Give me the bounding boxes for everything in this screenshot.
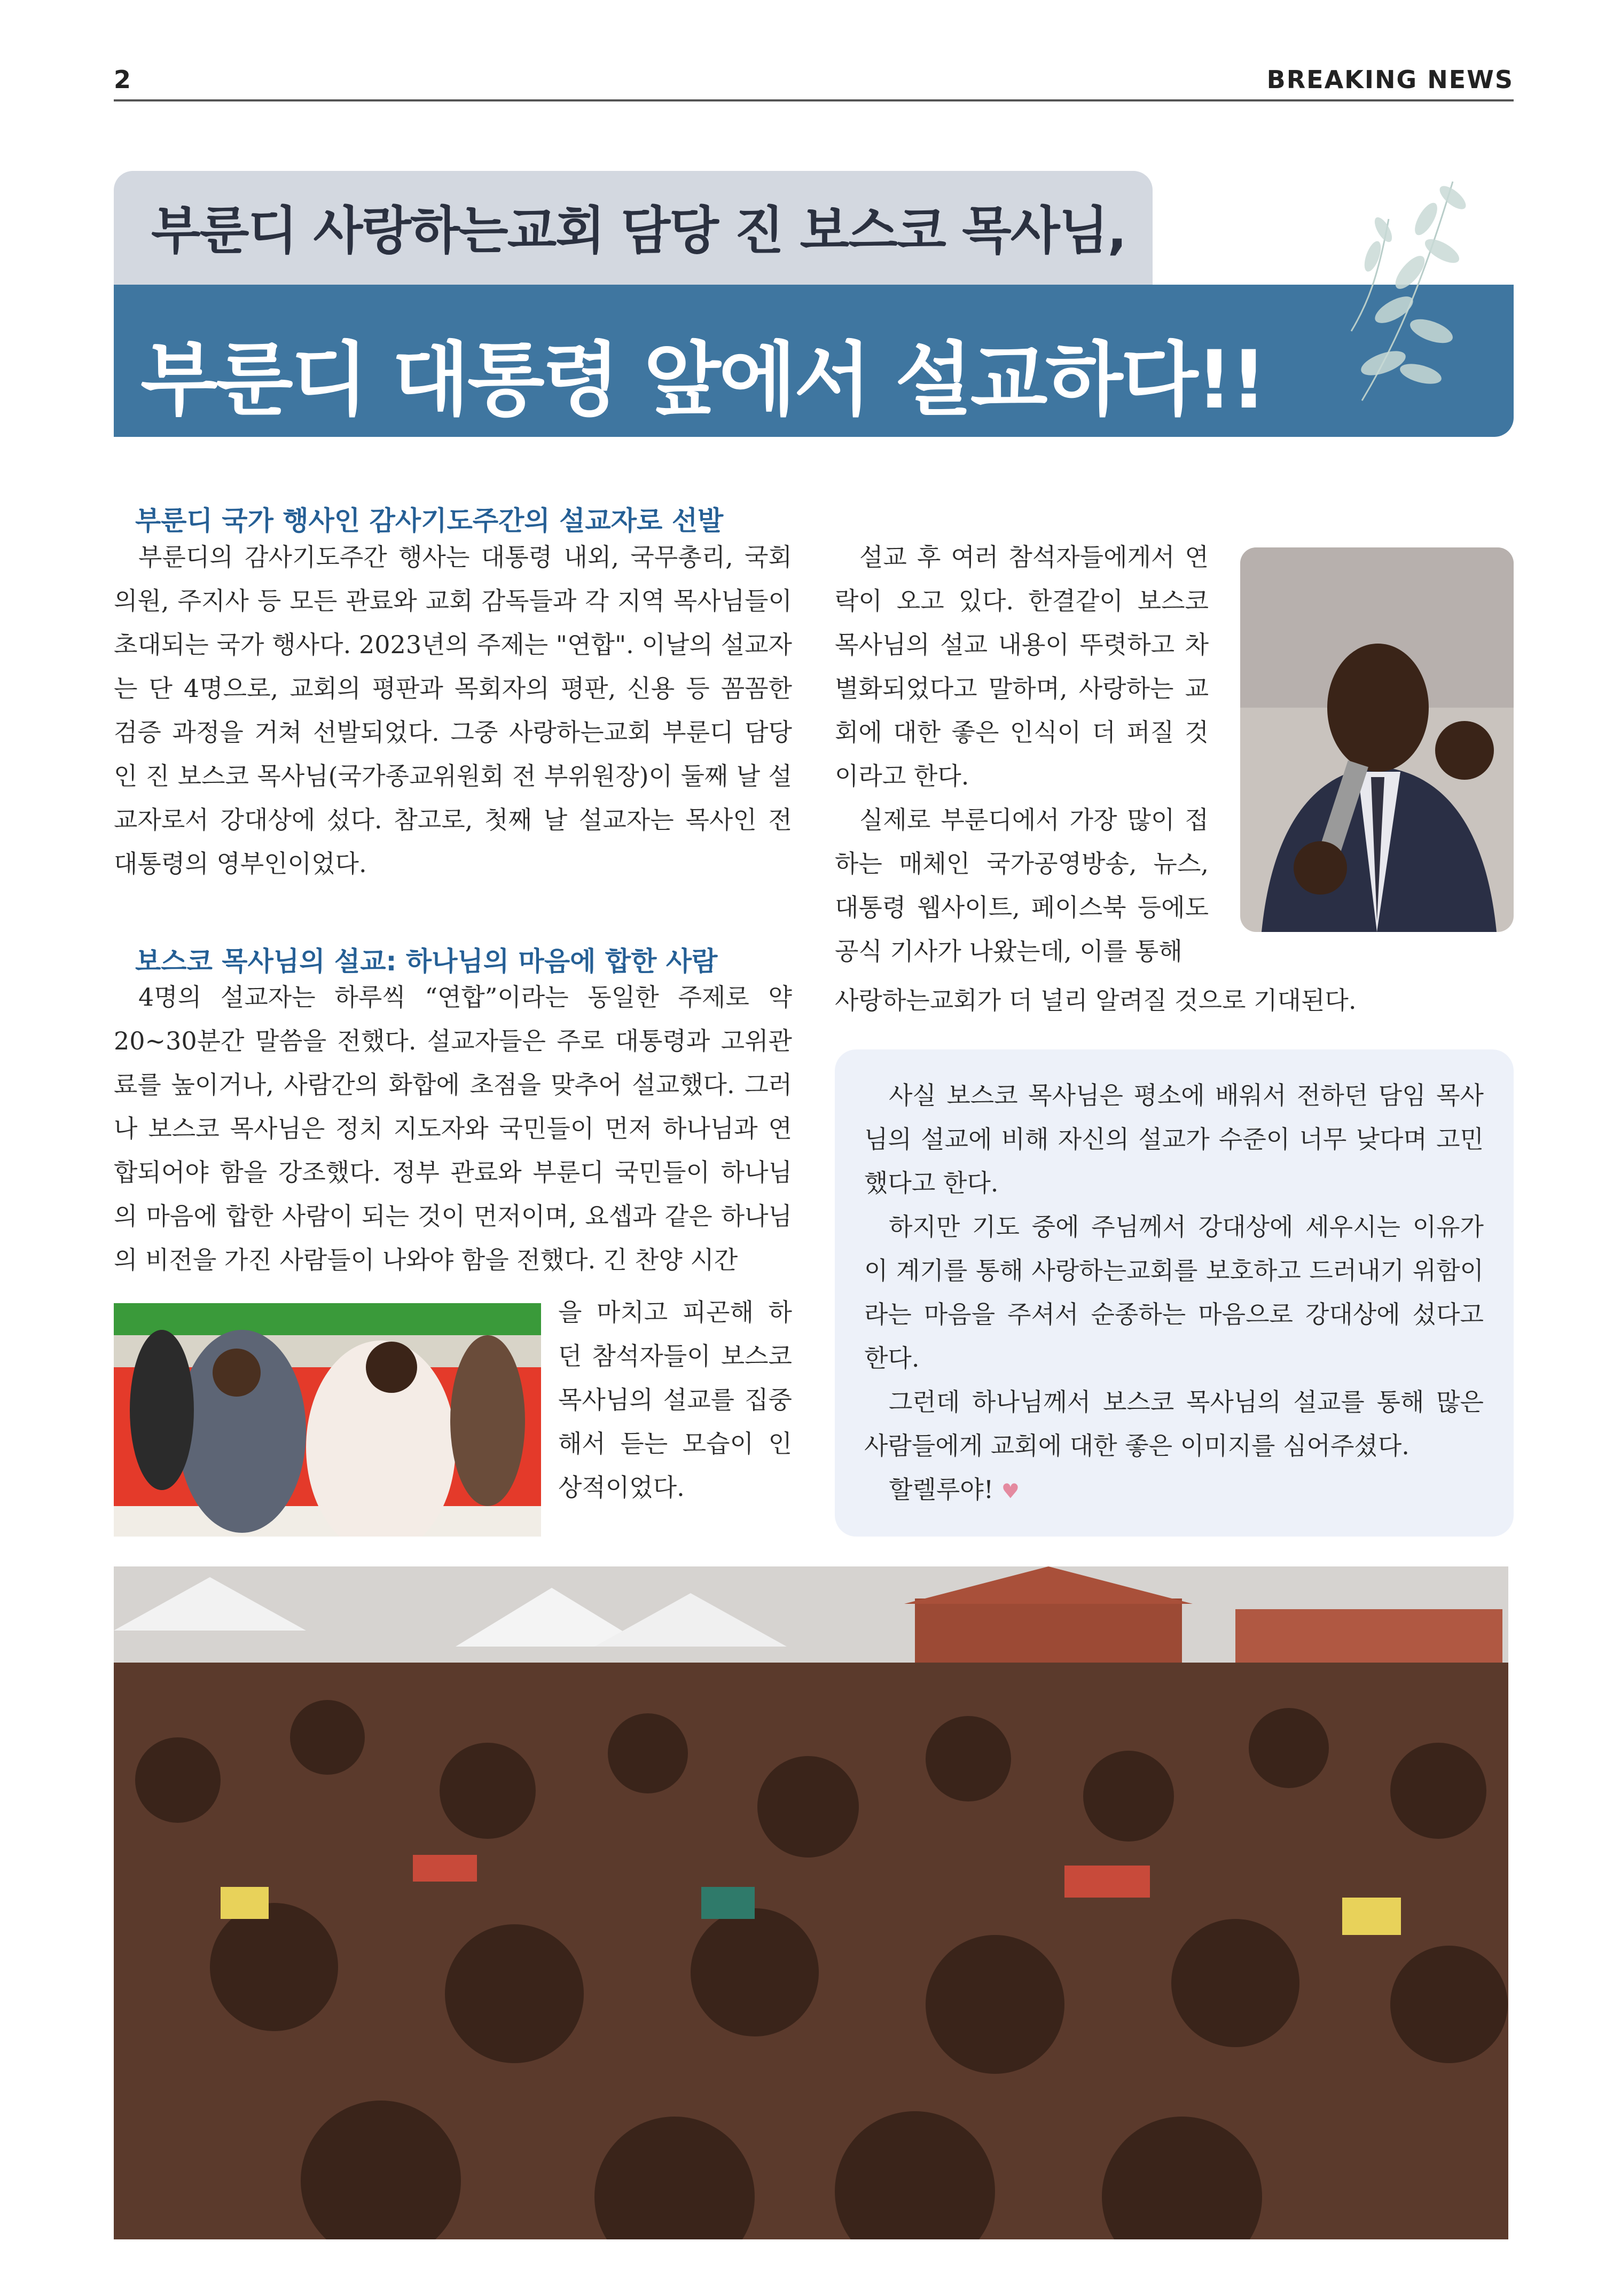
section1-paragraph: 부룬디의 감사기도주간 행사는 대통령 내외, 국무총리, 국회의원, 주지사 등 모든 관료와 교회 감독들과 각 지역 목사님들이 초대되는 국가 행사다. 2023년의 주제는 "연합". 이날의 설교자는 단 4명으로, 교회의 평판과 목회자의 평판, 신용 등 꼼꼼한 검증 과정을 거쳐 선발되었다. 그중 사랑하는교회 부룬디 담당인 진 보스코 목사님(국가종교위원회 전 부위원장)이 둘째 날 설교자로서 강대상에 섰다. 참고로, 첫째 날 설교자는 목사인 전 대통령의 영부인이었다. bbox=[114, 543, 792, 878]
right-paragraph-2: 실제로 부룬디에서 가장 많이 접하는 매체인 국가공영방송, 뉴스, 대통령 웹사이트, 페이스북 등에도 공식 기사가 나왔는데, 이를 통해 bbox=[835, 805, 1209, 966]
page-number: 2 bbox=[114, 65, 131, 94]
right-paragraph-1: 설교 후 여러 참석자들에게서 연락이 오고 있다. 한결같이 보스코 목사님의 설교 내용이 뚜렷하고 차별화되었다고 말하며, 사랑하는 교회에 대한 좋은 인식이 더 퍼질 것이라고 한다. bbox=[835, 543, 1209, 790]
leaf-branch-icon bbox=[1330, 171, 1490, 406]
section2-body bbox=[114, 975, 792, 1282]
right-column-text-end bbox=[835, 978, 1422, 1022]
hallelujah-text: 할렐루야! bbox=[889, 1475, 994, 1504]
box-paragraph-1: 사실 보스코 목사님은 평소에 배워서 전하던 담임 목사님의 설교에 비해 자신의 설교가 수준이 너무 낮다며 고민했다고 한다. bbox=[864, 1081, 1484, 1197]
section1-body bbox=[114, 535, 792, 886]
box-paragraph-2: 하지만 기도 중에 주님께서 강대상에 세우시는 이유가 이 계기를 통해 사랑하는교회를 보호하고 드러내기 위함이라는 마음을 주셔서 순종하는 마음으로 강대상에 섰다고 한다. bbox=[864, 1212, 1484, 1373]
page-header bbox=[114, 63, 1514, 101]
section1-heading: 부룬디 국가 행사인 감사기도주간의 설교자로 선발 bbox=[135, 505, 724, 536]
pastor-photo bbox=[1240, 547, 1514, 932]
heart-icon: ♥ bbox=[1001, 1479, 1020, 1503]
president-photo bbox=[114, 1303, 541, 1537]
article-title-line1: 부룬디 사랑하는교회 담당 진 보스코 목사님, bbox=[151, 201, 1126, 261]
quote-box-text bbox=[864, 1073, 1484, 1513]
section2-paragraph: 4명의 설교자는 하루씩 “연합”이라는 동일한 주제로 약 20~30분간 말씀을 전했다. 설교자들은 주로 대통령과 고위관료를 높이거나, 사람간의 화합에 초점을 맞추어 설교했다. 그러나 보스코 목사님은 정치 지도자와 국민들이 먼저 하나님과 연합되어야 함을 강조했다. 정부 관료와 부룬디 국민들이 하나님의 마음에 합한 사람이 되는 것이 먼저이며, 요셉과 같은 하나님의 비전을 가진 사람들이 나와야 함을 전했다. 긴 찬양 시간 bbox=[114, 983, 792, 1274]
box-paragraph-3: 그런데 하나님께서 보스코 목사님의 설교를 통해 많은 사람들에게 교회에 대한 좋은 이미지를 심어주셨다. bbox=[864, 1388, 1484, 1460]
right-column-text bbox=[835, 535, 1209, 973]
section-name: BREAKING NEWS bbox=[1266, 65, 1514, 94]
crowd-photo bbox=[114, 1566, 1508, 2239]
box-paragraph-4 bbox=[864, 1468, 1484, 1513]
section2-paragraph-cont: 을 마치고 피곤해 하던 참석자들이 보스코 목사님의 설교를 집중해서 듣는 모습이 인상적이었다. bbox=[558, 1298, 792, 1502]
right-paragraph-2-end: 사랑하는교회가 더 널리 알려질 것으로 기대된다. bbox=[835, 986, 1357, 1015]
section2-body-cont bbox=[558, 1290, 792, 1509]
article-title-line2: 부룬디 대통령 앞에서 설교하다!! bbox=[140, 334, 1265, 427]
section2-heading: 보스코 목사님의 설교: 하나님의 마음에 합한 사람 bbox=[135, 946, 718, 977]
